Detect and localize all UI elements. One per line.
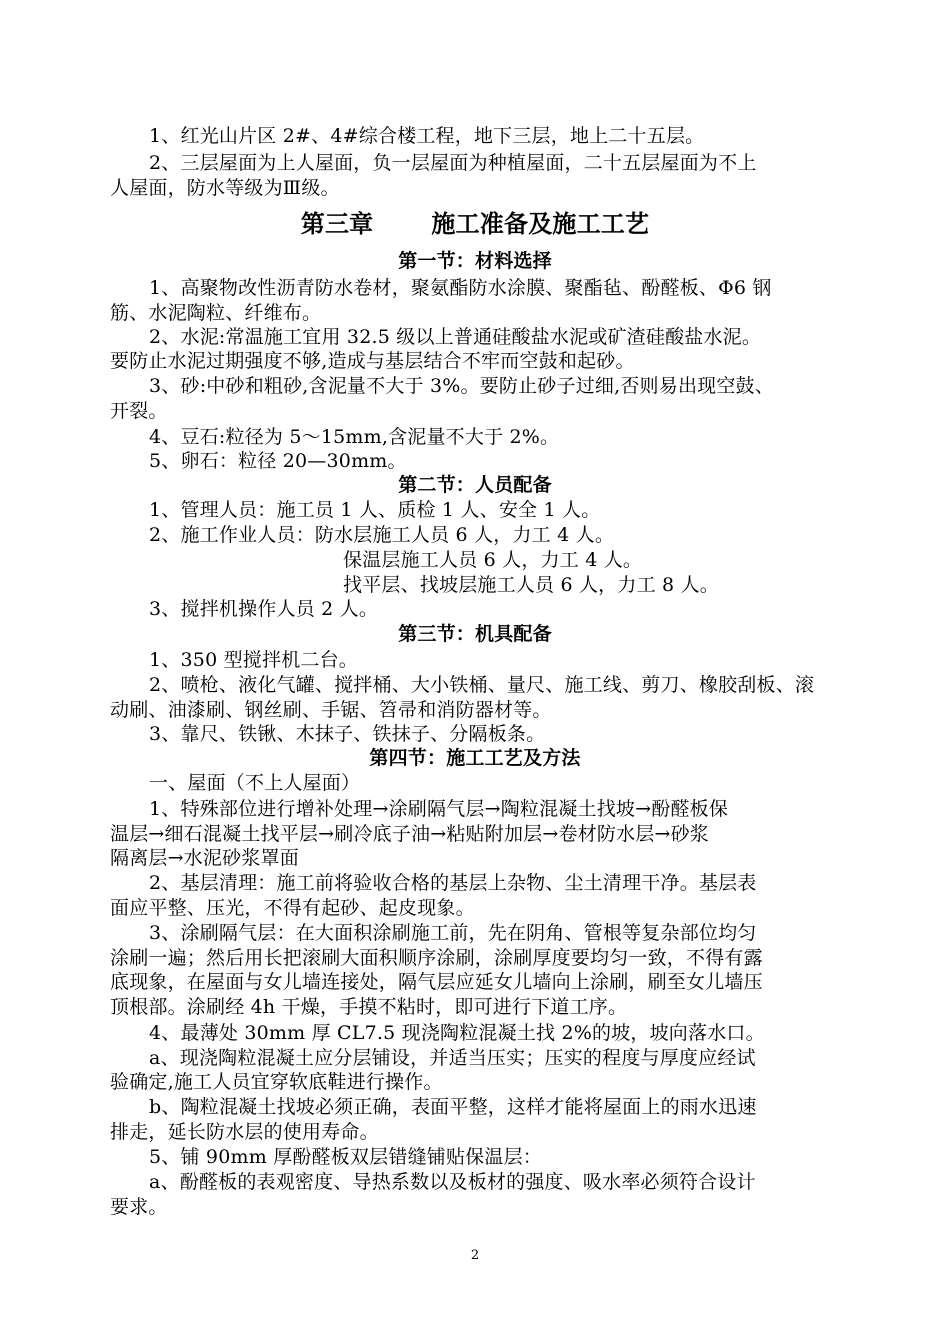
paragraph-line: 2、喷枪、液化气罐、搅拌桶、大小铁桶、量尺、施工线、剪刀、橡胶刮板、滚: [149, 674, 815, 696]
paragraph-line: 保温层施工人员 6 人，力工 4 人。: [343, 549, 643, 571]
paragraph-line: 1、特殊部位进行增补处理→涂刷隔气层→陶粒混凝土找坡→酚醛板保: [149, 798, 729, 820]
section-heading: 第二节：人员配备: [398, 474, 552, 496]
paragraph-line: 排走，延长防水层的使用寿命。: [110, 1121, 379, 1143]
page-number: 2: [470, 1248, 480, 1263]
paragraph-line: 2、三层屋面为上人屋面，负一层屋面为种植屋面，二十五层屋面为不上: [149, 152, 757, 174]
section-heading: 第一节：材料选择: [398, 250, 552, 272]
chapter-title: 施工准备及施工工艺: [431, 209, 650, 238]
paragraph-line: 1、高聚物改性沥青防水卷材，聚氨酯防水涂膜、聚酯毡、酚醛板、Φ6 钢: [149, 277, 772, 299]
paragraph-line: 4、最薄处 30mm 厚 CL7.5 现浇陶粒混凝土找 2%的坡，坡向落水口。: [149, 1022, 765, 1044]
chapter-heading: [0, 208, 950, 240]
paragraph-line: 5、铺 90mm 厚酚醛板双层错缝铺贴保温层：: [149, 1146, 542, 1168]
paragraph-line: 4、豆石:粒径为 5～15mm,含泥量不大于 2%。: [149, 426, 560, 448]
paragraph-line: 找平层、找坡层施工人员 6 人，力工 8 人。: [343, 574, 719, 596]
paragraph-line: 1、350 型搅拌机二台。: [149, 649, 358, 671]
paragraph-line: 要求。: [110, 1196, 168, 1218]
paragraph-line: 2、水泥:常温施工宜用 32.5 级以上普通硅酸盐水泥或矿渣硅酸盐水泥。: [149, 326, 762, 348]
paragraph-line: 3、砂:中砂和粗砂,含泥量不大于 3%。要防止砂子过细,否则易出现空鼓、: [149, 375, 774, 397]
paragraph-line: 人屋面，防水等级为Ⅲ级。: [110, 177, 340, 199]
paragraph-line: b、陶粒混凝土找坡必须正确，表面平整，这样才能将屋面上的雨水迅速: [149, 1096, 757, 1118]
paragraph-line: 开裂。: [110, 400, 168, 422]
paragraph-line: 要防止水泥过期强度不够,造成与基层结合不牢而空鼓和起砂。: [110, 350, 635, 372]
section-heading: 第三节：机具配备: [398, 623, 552, 645]
chapter-number: 第三章: [300, 209, 374, 238]
paragraph-line: 面应平整、压光，不得有起砂、起皮现象。: [110, 897, 475, 919]
paragraph-line: 涂刷一遍；然后用长把滚刷大面积顺序涂刷，涂刷厚度要均匀一致，不得有露: [110, 947, 763, 969]
paragraph-line: 3、靠尺、铁锹、木抹子、铁抹子、分隔板条。: [149, 723, 546, 745]
paragraph-line: 1、红光山片区 2#、4#综合楼工程，地下三层，地上二十五层。: [149, 125, 705, 147]
paragraph-line: 3、涂刷隔气层：在大面积涂刷施工前，先在阴角、管根等复杂部位均匀: [149, 922, 757, 944]
paragraph-line: 2、施工作业人员：防水层施工人员 6 人，力工 4 人。: [149, 524, 615, 546]
paragraph-line: 一、屋面（不上人屋面）: [149, 772, 361, 794]
paragraph-line: 顶根部。涂刷经 4h 干燥，手摸不粘时，即可进行下道工序。: [110, 996, 628, 1018]
paragraph-line: 验确定,施工人员宜穿软底鞋进行操作。: [110, 1071, 443, 1093]
paragraph-line: 2、基层清理：施工前将验收合格的基层上杂物、尘土清理干净。基层表: [149, 872, 757, 894]
section-heading: 第四节：施工工艺及方法: [369, 747, 581, 769]
paragraph-line: 筋、水泥陶粒、纤维布。: [110, 302, 322, 324]
paragraph-line: 动刷、油漆刷、钢丝刷、手锯、笤帚和消防器材等。: [110, 699, 552, 721]
paragraph-line: a、现浇陶粒混凝土应分层铺设，并适当压实；压实的程度与厚度应经试: [149, 1047, 756, 1069]
paragraph-line: 温层→细石混凝土找平层→刷冷底子油→粘贴附加层→卷材防水层→砂浆: [110, 823, 710, 845]
paragraph-line: 5、卵石：粒径 20—30mm。: [149, 450, 407, 472]
paragraph-line: a、酚醛板的表观密度、导热系数以及板材的强度、吸水率必须符合设计: [149, 1171, 756, 1193]
paragraph-line: 隔离层→水泥砂浆罩面: [110, 847, 299, 869]
paragraph-line: 底现象，在屋面与女儿墙连接处，隔气层应延女儿墙向上涂刷，刷至女儿墙压: [110, 971, 763, 993]
paragraph-line: 1、管理人员：施工员 1 人、质检 1 人、安全 1 人。: [149, 499, 601, 521]
paragraph-line: 3、搅拌机操作人员 2 人。: [149, 598, 379, 620]
